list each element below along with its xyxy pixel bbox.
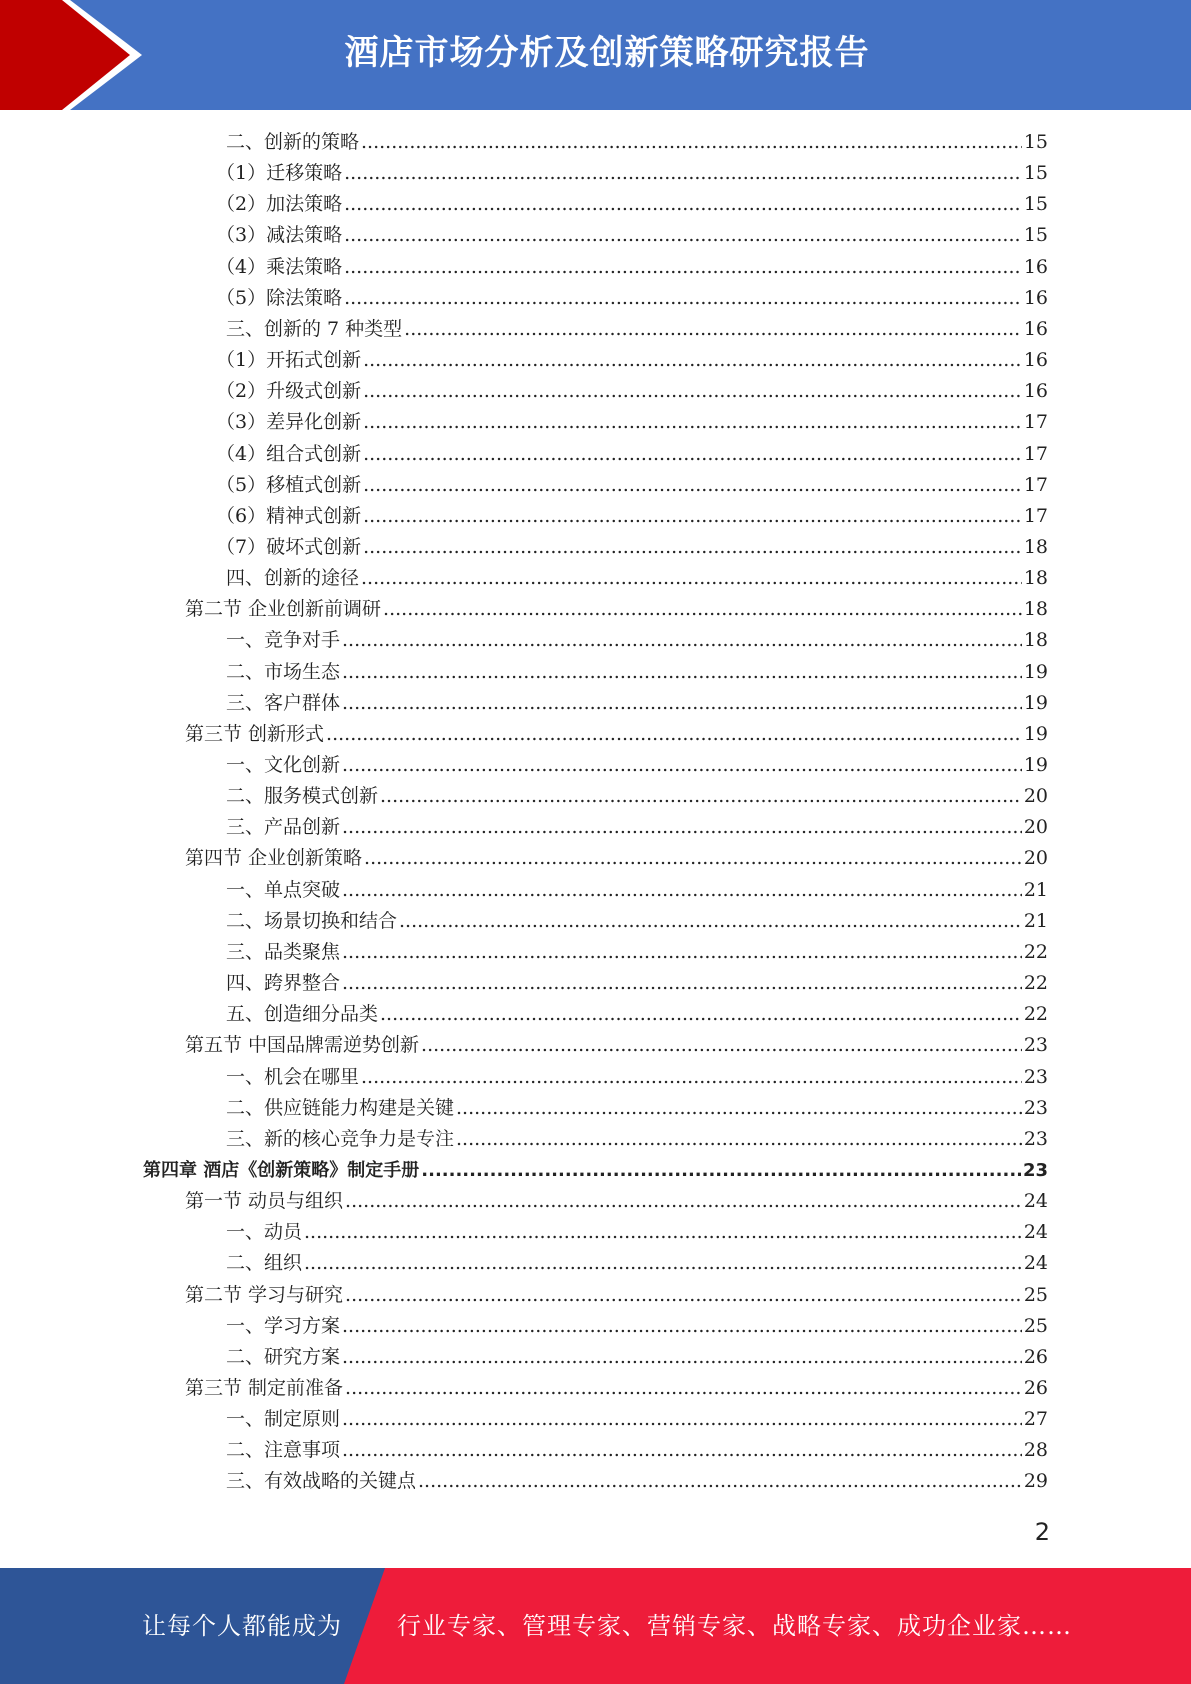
toc-leader-dots	[363, 501, 1022, 532]
toc-entry-page: 15	[1023, 224, 1048, 246]
toc-entry-label: （4）组合式创新	[216, 443, 362, 465]
toc-leader-dots	[342, 812, 1022, 843]
toc-entry[interactable]	[216, 220, 1048, 251]
toc-leader-dots	[421, 1155, 1021, 1186]
toc-entry[interactable]	[226, 999, 1048, 1030]
toc-entry[interactable]	[185, 594, 1048, 625]
toc-leader-dots	[344, 283, 1022, 314]
toc-entry-label: 第四节 企业创新策略	[185, 847, 363, 869]
toc-entry[interactable]	[216, 252, 1048, 283]
toc-entry[interactable]	[216, 189, 1048, 220]
toc-entry-label: 一、单点突破	[226, 879, 341, 901]
toc-entry-label: （6）精神式创新	[216, 505, 362, 527]
toc-entry-page: 25	[1023, 1284, 1048, 1306]
toc-entry-label: 四、跨界整合	[226, 972, 341, 994]
toc-entry-page: 23	[1023, 1097, 1048, 1119]
toc-entry[interactable]	[216, 376, 1048, 407]
toc-entry[interactable]	[226, 812, 1048, 843]
toc-leader-dots	[342, 968, 1022, 999]
toc-entry-page: 19	[1023, 723, 1048, 745]
toc-entry-label: 一、学习方案	[226, 1315, 341, 1337]
toc-entry-page: 16	[1023, 256, 1048, 278]
toc-entry-page: 17	[1023, 443, 1048, 465]
toc-entry[interactable]	[216, 439, 1048, 470]
toc-entry-label: （7）破坏式创新	[216, 536, 362, 558]
toc-entry-label: 第三节 创新形式	[185, 723, 325, 745]
toc-entry-page: 21	[1023, 910, 1048, 932]
toc-entry-label: 二、研究方案	[226, 1346, 341, 1368]
toc-entry-label: 二、创新的策略	[226, 131, 360, 153]
toc-leader-dots	[342, 625, 1022, 656]
toc-entry-page: 28	[1023, 1439, 1048, 1461]
toc-leader-dots	[342, 937, 1022, 968]
toc-leader-dots	[363, 345, 1022, 376]
toc-entry[interactable]	[226, 563, 1048, 594]
document-title: 酒店市场分析及创新策略研究报告	[344, 33, 870, 73]
toc-leader-dots	[364, 843, 1022, 874]
toc-leader-dots	[380, 781, 1022, 812]
page-number: 2	[1034, 1518, 1050, 1546]
toc-leader-dots	[344, 158, 1022, 189]
toc-entry-page: 24	[1023, 1252, 1048, 1274]
toc-leader-dots	[326, 719, 1022, 750]
toc-entry-page: 17	[1023, 474, 1048, 496]
toc-entry-label: 二、场景切换和结合	[226, 910, 398, 932]
toc-entry[interactable]	[226, 1311, 1048, 1342]
toc-entry-page: 16	[1023, 380, 1048, 402]
toc-entry-label: 一、文化创新	[226, 754, 341, 776]
toc-leader-dots	[399, 906, 1022, 937]
toc-entry[interactable]	[226, 1466, 1048, 1497]
toc-entry-label: 第三节 制定前准备	[185, 1377, 344, 1399]
toc-entry-page: 20	[1023, 816, 1048, 838]
toc-entry-page: 19	[1023, 754, 1048, 776]
toc-leader-dots	[363, 376, 1022, 407]
toc-entry-label: 第二节 学习与研究	[185, 1284, 344, 1306]
toc-entry-page: 15	[1023, 193, 1048, 215]
toc-entry-page: 15	[1023, 131, 1048, 153]
toc-entry-label: （1）开拓式创新	[216, 349, 362, 371]
toc-entry[interactable]	[185, 1030, 1048, 1061]
toc-entry-label: 第二节 企业创新前调研	[185, 598, 382, 620]
toc-entry-label: （5）移植式创新	[216, 474, 362, 496]
toc-leader-dots	[342, 1342, 1022, 1373]
toc-entry-page: 22	[1023, 972, 1048, 994]
toc-entry-page: 15	[1023, 162, 1048, 184]
toc-leader-dots	[404, 314, 1022, 345]
toc-entry-page: 21	[1023, 879, 1048, 901]
toc-entry-page: 25	[1023, 1315, 1048, 1337]
toc-entry-label: 三、新的核心竞争力是专注	[226, 1128, 455, 1150]
toc-leader-dots	[344, 220, 1022, 251]
toc-leader-dots	[363, 439, 1022, 470]
toc-entry-page: 23	[1023, 1066, 1048, 1088]
toc-entry-label: （2）升级式创新	[216, 380, 362, 402]
toc-leader-dots	[342, 1404, 1022, 1435]
toc-entry[interactable]	[226, 968, 1048, 999]
toc-entry-page: 27	[1023, 1408, 1048, 1430]
toc-entry-label: 第五节 中国品牌需逆势创新	[185, 1034, 420, 1056]
toc-entry[interactable]	[216, 532, 1048, 563]
toc-leader-dots	[363, 470, 1022, 501]
toc-entry-page: 17	[1023, 411, 1048, 433]
toc-leader-dots	[342, 750, 1022, 781]
toc-entry-label: 第一节 动员与组织	[185, 1190, 344, 1212]
toc-entry-page: 19	[1023, 661, 1048, 683]
toc-entry-label: （5）除法策略	[216, 287, 343, 309]
toc-entry-page: 22	[1023, 941, 1048, 963]
toc-entry-label: 三、产品创新	[226, 816, 341, 838]
toc-entry-page: 18	[1023, 598, 1048, 620]
toc-entry-label: 三、有效战略的关键点	[226, 1470, 417, 1492]
toc-entry[interactable]	[226, 314, 1048, 345]
toc-leader-dots	[345, 1186, 1022, 1217]
toc-entry-label: 二、市场生态	[226, 661, 341, 683]
toc-leader-dots	[344, 252, 1022, 283]
toc-entry-page: 18	[1023, 536, 1048, 558]
toc-leader-dots	[380, 999, 1022, 1030]
toc-leader-dots	[345, 1280, 1022, 1311]
toc-entry-page: 24	[1023, 1190, 1048, 1212]
toc-entry-page: 18	[1023, 629, 1048, 651]
toc-entry[interactable]	[226, 781, 1048, 812]
toc-entry-page: 24	[1023, 1221, 1048, 1243]
toc-entry-page: 29	[1023, 1470, 1048, 1492]
toc-leader-dots	[361, 127, 1022, 158]
toc-leader-dots	[361, 1062, 1022, 1093]
toc-leader-dots	[456, 1124, 1022, 1155]
toc-leader-dots	[363, 407, 1022, 438]
toc-entry-label: 三、品类聚焦	[226, 941, 341, 963]
toc-entry-page: 26	[1023, 1377, 1048, 1399]
toc-entry-page: 22	[1023, 1003, 1048, 1025]
toc-entry-page: 20	[1023, 785, 1048, 807]
toc-entry-label: 一、动员	[226, 1221, 303, 1243]
toc-leader-dots	[418, 1466, 1022, 1497]
toc-entry-label: 四、创新的途径	[226, 567, 360, 589]
toc-entry[interactable]	[216, 283, 1048, 314]
toc-entry-label: 一、制定原则	[226, 1408, 341, 1430]
toc-entry[interactable]	[226, 750, 1048, 781]
toc-entry[interactable]	[226, 1093, 1048, 1124]
toc-entry[interactable]	[226, 1124, 1048, 1155]
footer-slogan-left: 让每个人都能成为	[142, 1612, 342, 1640]
footer-slogan-right: 行业专家、管理专家、营销专家、战略专家、成功企业家……	[397, 1612, 1072, 1640]
toc-entry-label: （2）加法策略	[216, 193, 343, 215]
toc-entry-page: 16	[1023, 287, 1048, 309]
toc-entry-label: （4）乘法策略	[216, 256, 343, 278]
toc-entry[interactable]	[216, 501, 1048, 532]
toc-entry[interactable]	[226, 1248, 1048, 1279]
toc-leader-dots	[342, 1435, 1022, 1466]
toc-entry[interactable]	[226, 127, 1048, 158]
toc-entry[interactable]	[226, 1435, 1048, 1466]
toc-entry-label: （1）迁移策略	[216, 162, 343, 184]
toc-entry[interactable]	[226, 688, 1048, 719]
toc-leader-dots	[361, 563, 1022, 594]
toc-entry-label: 一、竞争对手	[226, 629, 341, 651]
toc-entry-page: 16	[1023, 318, 1048, 340]
toc-entry[interactable]	[185, 1373, 1048, 1404]
toc-entry[interactable]	[226, 625, 1048, 656]
toc-leader-dots	[456, 1093, 1022, 1124]
toc-leader-dots	[342, 657, 1022, 688]
toc-leader-dots	[345, 1373, 1022, 1404]
toc-entry[interactable]	[216, 470, 1048, 501]
toc-leader-dots	[363, 532, 1022, 563]
toc-entry[interactable]	[226, 1404, 1048, 1435]
toc-leader-dots	[304, 1248, 1022, 1279]
toc-entry-label: （3）减法策略	[216, 224, 343, 246]
toc-entry[interactable]	[185, 843, 1048, 874]
toc-entry-label: 三、客户群体	[226, 692, 341, 714]
toc-entry[interactable]	[226, 1342, 1048, 1373]
toc-entry[interactable]	[226, 1062, 1048, 1093]
toc-leader-dots	[383, 594, 1022, 625]
toc-entry[interactable]	[143, 1155, 1048, 1186]
toc-entry[interactable]	[226, 875, 1048, 906]
toc-entry-page: 26	[1023, 1346, 1048, 1368]
toc-entry-label: 二、供应链能力构建是关键	[226, 1097, 455, 1119]
toc-entry-page: 23	[1023, 1128, 1048, 1150]
toc-entry[interactable]	[185, 1280, 1048, 1311]
toc-leader-dots	[342, 688, 1022, 719]
toc-entry-label: （3）差异化创新	[216, 411, 362, 433]
toc-entry-page: 18	[1023, 567, 1048, 589]
toc-entry-page: 19	[1023, 692, 1048, 714]
toc-entry[interactable]	[185, 719, 1048, 750]
toc-leader-dots	[421, 1030, 1022, 1061]
toc-entry-page: 17	[1023, 505, 1048, 527]
toc-entry[interactable]	[226, 1217, 1048, 1248]
toc-entry[interactable]	[185, 1186, 1048, 1217]
page-footer	[0, 1568, 1191, 1684]
toc-entry-label: 二、注意事项	[226, 1439, 341, 1461]
toc-leader-dots	[304, 1217, 1022, 1248]
toc-entry-label: 第四章 酒店《创新策略》制定手册	[143, 1160, 420, 1181]
toc-entry-label: 三、创新的 7 种类型	[226, 318, 403, 340]
toc-entry-page: 16	[1023, 349, 1048, 371]
toc-entry-page: 23	[1023, 1034, 1048, 1056]
toc-entry-label: 二、服务模式创新	[226, 785, 379, 807]
toc-entry[interactable]	[226, 657, 1048, 688]
toc-entry[interactable]	[216, 345, 1048, 376]
toc-leader-dots	[342, 875, 1022, 906]
toc-entry[interactable]	[226, 906, 1048, 937]
toc-entry-label: 五、创造细分品类	[226, 1003, 379, 1025]
toc-leader-dots	[342, 1311, 1022, 1342]
toc-entry-label: 二、组织	[226, 1252, 303, 1274]
toc-entry-page: 20	[1023, 847, 1048, 869]
toc-entry[interactable]	[216, 407, 1048, 438]
toc-entry-label: 一、机会在哪里	[226, 1066, 360, 1088]
toc-entry[interactable]	[226, 937, 1048, 968]
toc-entry[interactable]	[216, 158, 1048, 189]
page-header	[0, 0, 1191, 110]
toc-leader-dots	[344, 189, 1022, 220]
toc-entry-page: 23	[1022, 1160, 1048, 1181]
